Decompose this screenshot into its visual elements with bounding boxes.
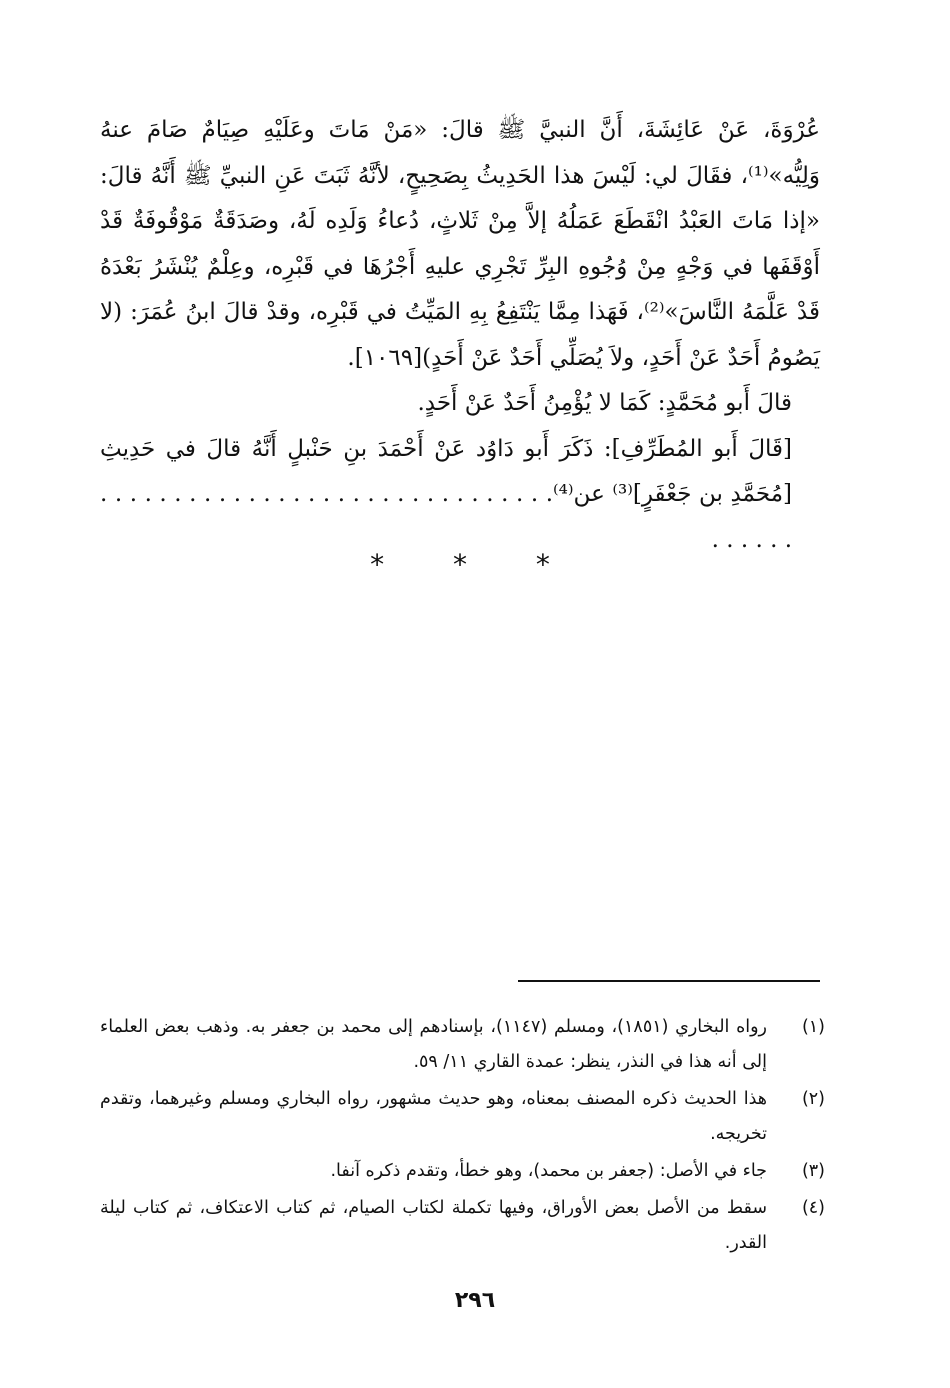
main-text bbox=[100, 108, 820, 563]
footnote-number: (١) bbox=[801, 1017, 825, 1037]
body-paragraph-3: [قَالَ أَبو المُطَرِّفِ]: ذَكَرَ أَبو دَاوُد عَنْ أَحْمَدَ بنِ حَنْبلٍ أَنَّهُ قالَ في حَدِيثِ [مُحَمَّدِ بن جَعْفَرٍ]⁽³⁾ عن⁽⁴⁾. . . . . . . . . . . . . . . . . . . . . . . . . . . . . . . . . . . . . bbox=[100, 435, 792, 553]
footnotes bbox=[100, 1010, 825, 1263]
body-paragraph-1: عُرْوَةَ، عَنْ عَائِشَةَ، أَنَّ النبيَّ ﷺ قالَ: «مَنْ مَاتَ وعَلَيْهِ صِيَامٌ صَامَ عنهُ وَلِيُّه»⁽¹⁾، فقَالَ لي: لَيْسَ هذا الحَدِيثُ بِصَحِيحٍ، لأنَّهُ ثَبَتَ عَنِ النبيِّ ﷺ أَنَّهُ قالَ: «إذا مَاتَ العَبْدُ انْقَطَعَ عَمَلُهُ إلاَّ مِنْ ثَلاثٍ، دُعاءُ وَلَدِه لَهُ، وصَدَقَةٌ مَوْقُوفَةٌ قَدْ أَوْقَفَها في وَجْهٍ مِنْ وُجُوهِ البِرِّ تَجْرِي عليهِ أَجْرُهَا في قَبْرِه، وعِلْمٌ يُنْشَرُ بَعْدَهُ قَدْ عَلَّمَهُ النَّاسَ»⁽²⁾، فَهَذا مِمَّا يَنْتَفِعُ بِهِ المَيِّتُ في قَبْرِه، وقدْ قالَ ابنُ عُمَرَ: (لا يَصُومُ أَحَدٌ عَنْ أَحَدٍ، ولاَ يُصَلِّي أَحَدٌ عَنْ أَحَدٍ)[١٠٦٩]. bbox=[100, 117, 820, 371]
footnote-text: جاء في الأصل: (جعفر بن محمد)، وهو خطأ، وتقدم ذكره آنفا. bbox=[330, 1161, 767, 1181]
footnote-number: (٢) bbox=[801, 1089, 825, 1109]
footnote-4 bbox=[100, 1191, 825, 1261]
page-number: ٢٩٦ bbox=[454, 1288, 496, 1313]
footnote-1 bbox=[100, 1010, 825, 1080]
footnote-number: (٣) bbox=[801, 1161, 825, 1181]
footnote-2 bbox=[100, 1082, 825, 1152]
footnote-number: (٤) bbox=[801, 1198, 825, 1218]
section-separator: * * * bbox=[370, 548, 580, 581]
body-paragraph-2: قالَ أَبو مُحَمَّدٍ: كَمَا لا يُؤْمِنُ أَحَدٌ عَنْ أَحَدٍ. bbox=[417, 390, 792, 416]
footnote-text: رواه البخاري (١٨٥١)، ومسلم (١١٤٧)، بإسنادهم إلى محمد بن جعفر به. وذهب بعض العلماء إلى أنه هذا في النذر، ينظر: عمدة القاري ١١/ ٥٩. bbox=[100, 1017, 768, 1072]
footnote-3 bbox=[100, 1154, 825, 1189]
footnote-text: هذا الحديث ذكره المصنف بمعناه، وهو حديث مشهور، رواه البخاري ومسلم وغيرهما، وتقدم تخريجه. bbox=[100, 1089, 767, 1144]
footnote-text: سقط من الأصل بعض الأوراق، وفيها تكملة لكتاب الصيام، ثم كتاب الاعتكاف، ثم كتاب ليلة القدر. bbox=[100, 1198, 767, 1253]
footnote-divider bbox=[518, 980, 820, 982]
